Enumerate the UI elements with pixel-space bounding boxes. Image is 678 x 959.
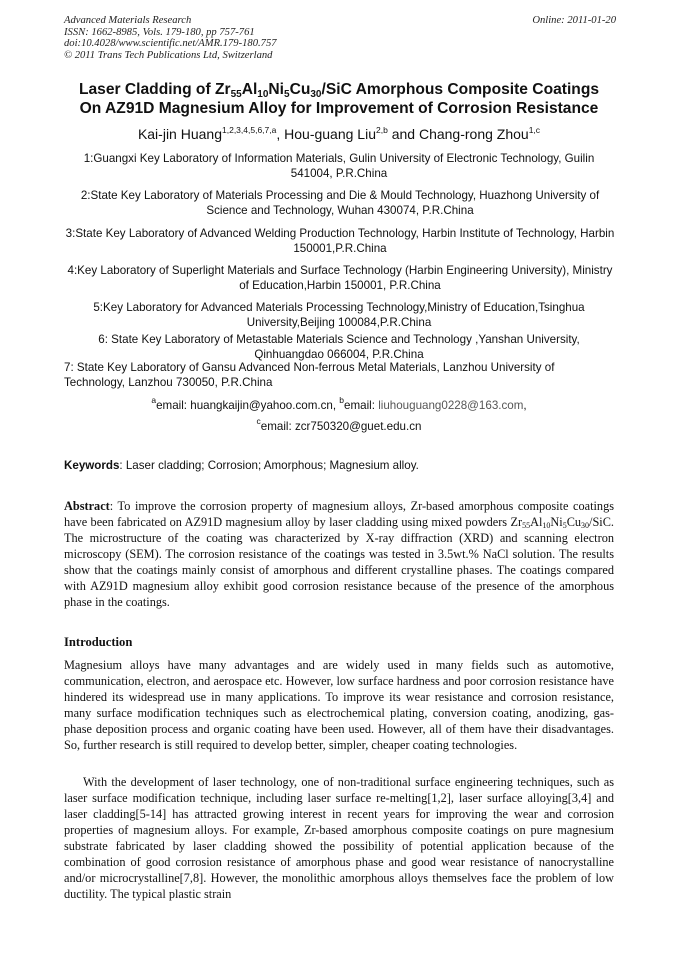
affiliation-7: 7: State Key Laboratory of Gansu Advanced Non-ferrous Metal Materials, Lanzhou University of Technology, Lanzhou 730050, P.R.China <box>64 361 555 389</box>
affiliation-6: 6: State Key Laboratory of Metastable Materials Science and Technology ,Yanshan University, Qinhuangdao 066004, P.R.China <box>98 333 580 361</box>
journal-header <box>64 15 616 61</box>
affiliation-2: 2:State Key Laboratory of Materials Processing and Die & Mould Technology, Huazhong University of Science and Technology, Wuhan 430074, P.R.China <box>80 189 600 217</box>
intro-paragraph-1: Magnesium alloys have many advantages and are widely used in many fields such as automotive, communication, electron, and aerospace etc. However, low surface hardness and poor corrosion resistance have hindered its widespread use in many applications. To improve its wear resistance and corrosion resistance, many surface modification techniques such as electrochemical plating, conversion coating, anodizing, gas-phase deposition process and organic coating have been used. However, all of them have their disadvantages. So, further research is still required to develop better, simpler, cheaper coating technologies. <box>64 658 614 752</box>
author-list: Kai-jin Huang$^{1,2,3,4,5,6,7,a}$, Hou-guang Liu$^{2,b}$ and Chang-rong Zhou$^{1,c}$ <box>137 125 541 142</box>
intro-paragraph-2: With the development of laser technology, one of non-traditional surface engineering techniques, such as laser surface modification technique, including laser surface re-melting[1,2], laser surface alloying[3,4] and laser cladding[5-14] has attracted growing interest in recent years for improving the wear and corrosion properties of magnesium alloys. For example, Zr-based amorphous composite coatings on pure magnesium substrate fabricated by laser cladding showed the possibility of potential application because of the combination of good corrosion resistance of amorphous phase and good wear resistance of nanocrystalline and/or microcrystalline[7,8]. However, the monolithic amorphous alloys themselves face the problem of low ductility. The typical plastic strain <box>64 775 614 901</box>
issn-line: ISSN: 1662-8985, Vols. 179-180, pp 757-761 <box>64 26 255 38</box>
email-line-2: $^c$email: zcr750320@guet.edu.cn <box>256 416 422 433</box>
affiliation-5: 5:Key Laboratory for Advanced Materials Processing Technology,Ministry of Education,Tsinghua University,Beijing 100084,P.R.China <box>93 301 585 329</box>
paper-title <box>40 80 638 118</box>
email-link-b[interactable]: liuhouguang0228@163.com <box>378 399 524 412</box>
doi-line: doi:10.4028/www.scientific.net/AMR.179-180.757 <box>64 38 277 49</box>
title-line-1: Laser Cladding of $Zr_{55}Al_{10}Ni_5Cu_{30}$/SiC Amorphous Composite Coatings <box>78 81 600 100</box>
affiliation-4: 4:Key Laboratory of Superlight Materials and Surface Technology (Harbin Engineering University), Ministry of Education,Harbin 150001, P.R.China <box>67 264 613 292</box>
title-line-2: On AZ91D Magnesium Alloy for Improvement of Corrosion Resistance <box>79 100 599 117</box>
affiliation-3: 3:State Key Laboratory of Advanced Welding Production Technology, Harbin Institute of Technology, Harbin 150001,P.R.China <box>65 227 615 255</box>
abstract: Abstract: To improve the corrosion property of magnesium alloys, Zr-based amorphous composite coatings have been fabricated on AZ91D magnesium alloy by laser cladding using mixed powders $Zr_{55}Al_{10}Ni_5Cu_{30}$/SiC. The microstructure of the coating was characterized by X-ray diffraction (XRD) and scanning electron microscopy (SEM). The corrosion resistance of the coatings was tested in 3.5wt.% NaCl solution. The results show that the coatings mainly consist of amorphous and different crystalline phases. The coatings compared with AZ91D magnesium alloy exhibit good corrosion resistance because of the presence of the amorphous phase in the coatings. <box>64 499 614 609</box>
copyright-line: © 2011 Trans Tech Publications Ltd, Switzerland <box>64 49 273 61</box>
online-date: Online: 2011-01-20 <box>532 15 616 26</box>
affiliation-1: 1:Guangxi Key Laboratory of Information Materials, Gulin University of Electronic Technology, Guilin 541004, P.R.China <box>83 152 595 180</box>
keywords: Keywords: Laser cladding; Corrosion; Amorphous; Magnesium alloy. <box>64 459 419 472</box>
email-line-1: $^a$email: huangkaijin@yahoo.com.cn, $^b$email: liuhouguang0228@163.com, <box>151 395 527 412</box>
journal-name: Advanced Materials Research <box>64 15 192 26</box>
introduction-heading: Introduction <box>64 635 133 649</box>
